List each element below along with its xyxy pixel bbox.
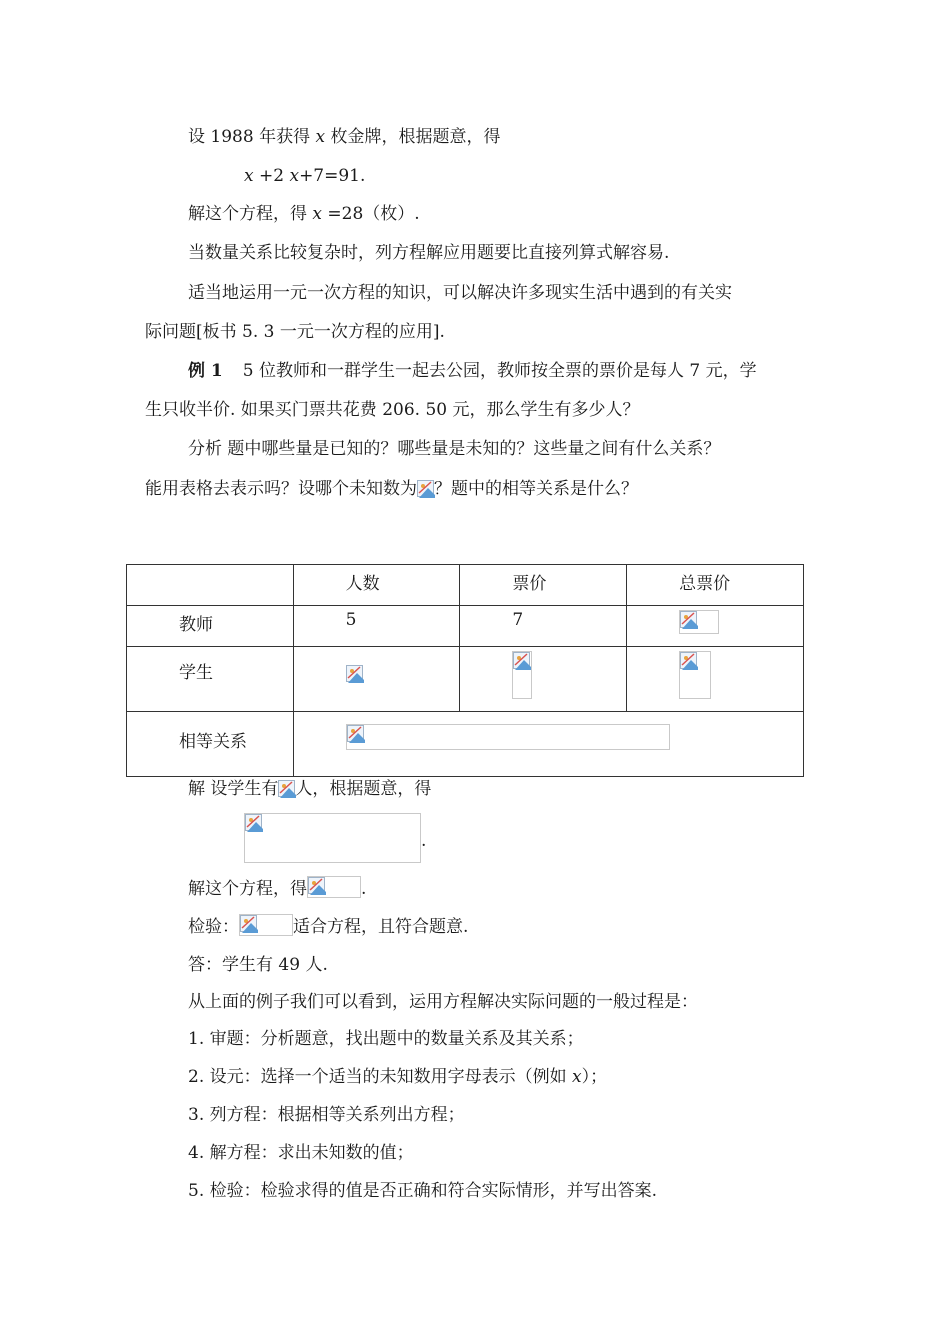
example-line-1: 例 1 5 位教师和一群学生一起去公园，教师按全票的票价是每人 7 元，学 [188, 361, 757, 381]
table-header-cell [127, 565, 294, 606]
broken-image-icon [278, 780, 295, 797]
table-cell [460, 647, 627, 712]
formula-image-placeholder [512, 651, 532, 699]
broken-image-icon [346, 665, 363, 682]
process-step-4: 4. 解方程：求出未知数的值； [188, 1143, 414, 1163]
table-cell [627, 647, 804, 712]
process-step-2: 2. 设元：选择一个适当的未知数用字母表示（例如 x）； [188, 1067, 608, 1087]
table-cell: 7 [460, 606, 627, 647]
analysis-table [126, 564, 804, 777]
table-cell [293, 712, 803, 777]
solution-answer: 答：学生有 49 人. [188, 955, 328, 975]
broken-image-icon [245, 814, 262, 831]
intro-equation: x +2 x+7=91. [244, 166, 366, 186]
table-cell: 5 [293, 606, 460, 647]
broken-image-icon [680, 611, 697, 628]
broken-image-icon [308, 877, 325, 894]
intro-remark: 当数量关系比较复杂时，列方程解应用题要比直接列算式解容易. [188, 243, 670, 263]
solution-line-1: 解 设学生有 人，根据题意，得 [188, 779, 432, 799]
broken-image-icon [513, 652, 530, 669]
table-header-cell: 人数 [293, 565, 460, 606]
table-cell [627, 606, 804, 647]
formula-image-placeholder [679, 610, 719, 634]
table-row [127, 647, 804, 712]
intro-paragraph-line-2: 际问题[板书 5. 3 一元一次方程的应用]. [145, 322, 445, 342]
broken-image-icon [347, 725, 364, 742]
formula-image-placeholder [679, 651, 711, 699]
formula-image-placeholder [346, 724, 670, 750]
table-row-label: 学生 [127, 647, 294, 712]
table-row-label: 教师 [127, 606, 294, 647]
analysis-line-1: 分析 题中哪些量是已知的？哪些量是未知的？这些量之间有什么关系？ [188, 439, 721, 459]
broken-image-icon [680, 652, 697, 669]
formula-image-placeholder [239, 914, 293, 936]
example-line-2: 生只收半价. 如果买门票共花费 206. 50 元，那么学生有多少人？ [145, 400, 640, 420]
process-step-3: 3. 列方程：根据相等关系列出方程； [188, 1105, 465, 1125]
table-cell [293, 647, 460, 712]
solution-equation-end: . [421, 831, 427, 851]
formula-image-placeholder [307, 876, 361, 898]
table-row [127, 712, 804, 777]
broken-image-icon [240, 915, 257, 932]
table-header-cell: 票价 [460, 565, 627, 606]
formula-image-placeholder [244, 813, 421, 863]
table-header-cell: 总票价 [627, 565, 804, 606]
table-row [127, 606, 804, 647]
table-header-row [127, 565, 804, 606]
process-step-1: 1. 审题：分析题意，找出题中的数量关系及其关系； [188, 1029, 584, 1049]
process-step-5: 5. 检验：检验求得的值是否正确和符合实际情形，并写出答案. [188, 1181, 658, 1201]
solution-solve-line: 解这个方程，得 . [188, 876, 366, 900]
intro-line-1: 设 1988 年获得 x 枚金牌，根据题意，得 [188, 127, 501, 147]
example-label: 例 1 [188, 361, 223, 381]
intro-paragraph-line-1: 适当地运用一元一次方程的知识，可以解决许多现实生活中遇到的有关实 [188, 283, 732, 303]
process-intro: 从上面的例子我们可以看到，运用方程解决实际问题的一般过程是： [188, 992, 698, 1012]
solution-check-line: 检验： 适合方程，且符合题意. [188, 914, 468, 938]
analysis-line-2: 能用表格去表示吗？设哪个未知数为 ？题中的相等关系是什么？ [145, 479, 638, 499]
table-row-label: 相等关系 [127, 712, 294, 777]
broken-image-icon [417, 480, 434, 497]
intro-solution: 解这个方程，得 x =28（枚）. [188, 204, 420, 224]
